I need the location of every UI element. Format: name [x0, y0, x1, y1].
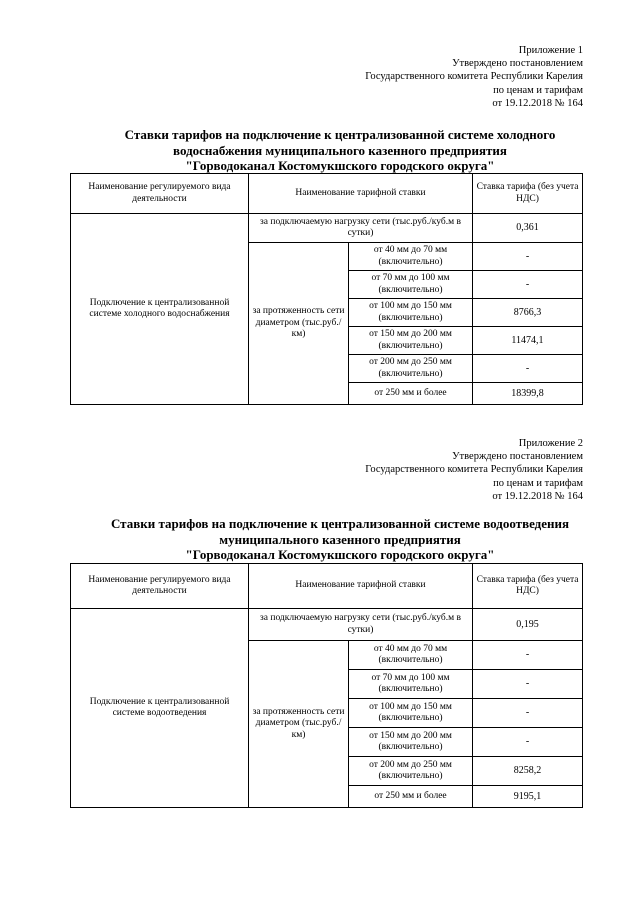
activity-name: Подключение к централизованной системе водоотведения: [71, 609, 249, 808]
appendix-2-title-line: Ставки тарифов на подключение к централизованной системе водоотведения: [110, 516, 570, 531]
appendix-1-date: от 19.12.2018 № 164: [492, 97, 583, 109]
rate-value: 8766,3: [473, 299, 583, 327]
appendix-2-committee: Государственного комитета Республики Карелия: [365, 464, 583, 476]
diameter-range: от 40 мм до 70 мм (включительно): [349, 243, 473, 271]
appendix-2-tariff-table: [70, 563, 583, 808]
length-rate-label: за протяженность сети диаметром (тыс.руб./км): [249, 641, 349, 808]
header-rate-name: Наименование тарифной ставки: [249, 564, 473, 609]
rate-value: 11474,1: [473, 327, 583, 355]
appendix-1-title-line: водоснабжения муниципального казенного предприятия: [173, 142, 507, 158]
appendix-1-number: Приложение 1: [518, 45, 583, 56]
appendix-1-tariff-table: [70, 173, 583, 405]
appendix-2-date: от 19.12.2018 № 164: [492, 490, 583, 502]
diameter-range: от 100 мм до 150 мм (включительно): [349, 699, 473, 728]
table-header-row: [71, 564, 583, 609]
header-rate: Ставка тарифа (без учета НДС): [473, 174, 583, 214]
diameter-range: от 40 мм до 70 мм (включительно): [349, 641, 473, 670]
diameter-range: от 70 мм до 100 мм (включительно): [349, 670, 473, 699]
rate-value: 18399,8: [473, 383, 583, 405]
rate-value: -: [473, 699, 583, 728]
load-rate-value: 0,361: [473, 214, 583, 243]
rate-value: -: [473, 271, 583, 299]
appendix-2-number: Приложение 2: [518, 438, 583, 449]
appendix-1-title: [60, 127, 620, 174]
appendix-2-title-line: "Горводоканал Костомукшского городского округа": [185, 547, 495, 562]
appendix-1-scope: по ценам и тарифам: [493, 84, 583, 96]
header-rate: Ставка тарифа (без учета НДС): [473, 564, 583, 609]
appendix-1-committee: Государственного комитета Республики Карелия: [365, 71, 583, 83]
rate-value: -: [473, 243, 583, 271]
diameter-range: от 250 мм и более: [349, 383, 473, 405]
appendix-1-title-line: "Горводоканал Костомукшского городского округа": [185, 158, 495, 173]
header-activity: Наименование регулируемого вида деятельности: [71, 564, 249, 609]
diameter-range: от 70 мм до 100 мм (включительно): [349, 271, 473, 299]
rate-value: -: [473, 728, 583, 757]
diameter-range: от 150 мм до 200 мм (включительно): [349, 728, 473, 757]
header-rate-name: Наименование тарифной ставки: [249, 174, 473, 214]
appendix-2-approved: Утверждено постановлением: [452, 451, 583, 463]
rate-value: 9195,1: [473, 786, 583, 808]
appendix-1-header: [365, 44, 583, 110]
appendix-1-title-line: Ставки тарифов на подключение к централизованной системе холодного: [124, 127, 556, 142]
rate-value: -: [473, 670, 583, 699]
diameter-range: от 150 мм до 200 мм (включительно): [349, 327, 473, 355]
table-row: [71, 214, 583, 243]
diameter-range: от 200 мм до 250 мм (включительно): [349, 757, 473, 786]
diameter-range: от 100 мм до 150 мм (включительно): [349, 299, 473, 327]
rate-value: -: [473, 355, 583, 383]
activity-name: Подключение к централизованной системе холодного водоснабжения: [71, 214, 249, 405]
rate-value: -: [473, 641, 583, 670]
load-rate-label: за подключаемую нагрузку сети (тыс.руб./куб.м в сутки): [249, 609, 473, 641]
appendix-2-header: [365, 437, 583, 503]
table-row: [71, 609, 583, 641]
appendix-2-title-line: муниципального казенного предприятия: [219, 531, 461, 547]
appendix-2-title: [60, 516, 620, 563]
length-rate-label: за протяженность сети диаметром (тыс.руб./км): [249, 243, 349, 405]
rate-value: 8258,2: [473, 757, 583, 786]
load-rate-value: 0,195: [473, 609, 583, 641]
header-activity: Наименование регулируемого вида деятельности: [71, 174, 249, 214]
load-rate-label: за подключаемую нагрузку сети (тыс.руб./куб.м в сутки): [249, 214, 473, 243]
appendix-2-scope: по ценам и тарифам: [493, 477, 583, 489]
table-header-row: [71, 174, 583, 214]
diameter-range: от 250 мм и более: [349, 786, 473, 808]
diameter-range: от 200 мм до 250 мм (включительно): [349, 355, 473, 383]
appendix-1-approved: Утверждено постановлением: [452, 58, 583, 70]
